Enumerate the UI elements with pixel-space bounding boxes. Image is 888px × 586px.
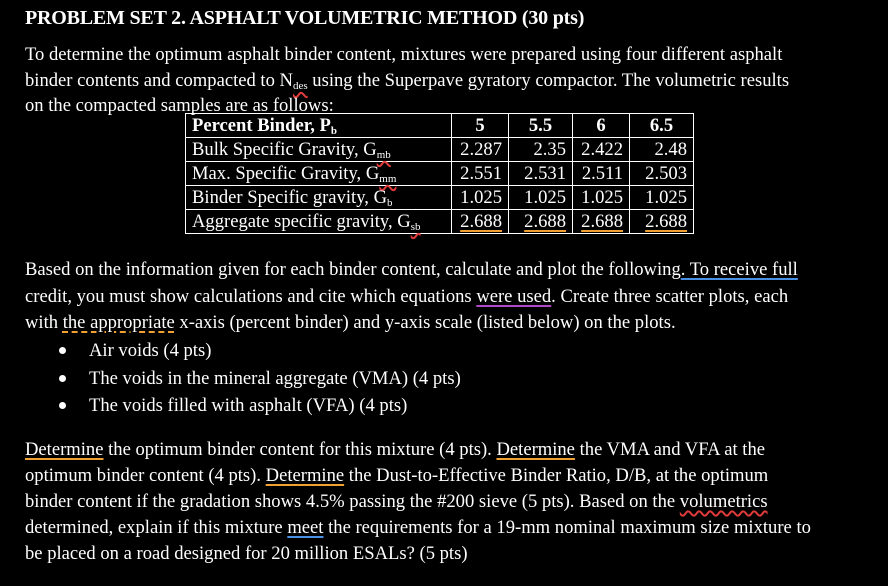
instructions-text: Based on the information given for each binder content, calculate and plot the following — [25, 259, 681, 280]
header-label-subscript: b — [330, 124, 338, 137]
bullet-icon — [59, 375, 66, 382]
table-cell: 1.025 — [630, 186, 694, 210]
cell-value: 2.688 — [581, 210, 623, 232]
row-label — [186, 162, 452, 186]
table-cell — [452, 210, 509, 234]
list-item — [55, 365, 461, 393]
closing-line-4 — [25, 515, 870, 541]
intro-line-3: on the compacted samples are as follows: — [25, 95, 334, 116]
row-label-text: Bulk Specific Gravity, G — [192, 138, 377, 160]
table-cell — [630, 210, 694, 234]
instructions-text: . Create three scatter plots, each — [551, 285, 789, 307]
table-row — [186, 186, 694, 210]
bullet-icon — [59, 347, 66, 354]
table-cell — [509, 210, 573, 234]
table-cell: 2.35 — [509, 138, 573, 162]
table-cell: 2.511 — [573, 162, 630, 186]
table-cell: 2.48 — [630, 138, 694, 162]
list-item — [55, 392, 461, 420]
row-label — [186, 210, 452, 234]
closing-text: the Dust-to-Effective Binder Ratio, D/B, at the optimum — [344, 465, 769, 486]
instructions-text: with — [25, 312, 63, 333]
cell-value: 2.688 — [460, 210, 502, 232]
flagged-text: Determine — [496, 439, 575, 460]
instructions-text: x-axis (percent binder) and y-axis scale (listed below) on the plots. — [174, 312, 676, 333]
closing-line-1 — [25, 437, 870, 463]
cell-value: 2.688 — [645, 210, 687, 232]
closing-text: the VMA and VFA at the — [574, 439, 766, 460]
table-cell: 1.025 — [509, 186, 573, 210]
header-label-text: Percent Binder, P — [192, 114, 331, 136]
table-header-cell: 6 — [573, 114, 630, 138]
list-item-text: The voids in the mineral aggregate (VMA) (4 pts) — [89, 367, 461, 389]
table-row — [186, 162, 694, 186]
row-label-subscript: mb — [376, 148, 391, 161]
table-cell: 1.025 — [452, 186, 509, 210]
row-label-text: Max. Specific Gravity, G — [192, 162, 380, 184]
table-row — [186, 138, 694, 162]
table-cell: 2.503 — [630, 162, 694, 186]
closing-text: determined, explain if this mixture — [25, 517, 288, 538]
list-item — [55, 337, 461, 365]
flagged-text: Determine — [265, 465, 345, 486]
n-des-subscript: des — [292, 79, 308, 92]
cell-value: 2.688 — [524, 210, 566, 232]
table-cell: 2.422 — [573, 138, 630, 162]
intro-line-2 — [25, 68, 870, 94]
table-cell — [573, 210, 630, 234]
closing-line-2 — [25, 463, 870, 489]
row-label — [186, 186, 452, 210]
row-label-subscript: sb — [410, 220, 421, 233]
plot-list — [55, 337, 461, 420]
table-cell: 2.287 — [452, 138, 509, 162]
intro-text: binder contents and compacted to N — [25, 69, 293, 91]
table-row — [186, 210, 694, 234]
intro-line-1: To determine the optimum asphalt binder content, mixtures were prepared using four different asphalt — [25, 44, 783, 65]
table-cell: 1.025 — [573, 186, 630, 210]
table-header-label — [186, 114, 452, 138]
closing-text: binder content if the gradation shows 4.5% passing the #200 sieve (5 pts). Based on the — [25, 491, 680, 512]
page-title: PROBLEM SET 2. ASPHALT VOLUMETRIC METHOD (30 pts) — [25, 7, 585, 29]
flagged-text: the appropriate — [62, 312, 175, 333]
flagged-text: were used — [476, 285, 552, 307]
instructions-line-2 — [25, 284, 870, 311]
table-header-cell: 5 — [452, 114, 509, 138]
instructions-text: . To receive full — [680, 259, 798, 280]
instructions-line-1 — [25, 257, 870, 284]
table-cell: 2.531 — [509, 162, 573, 186]
flagged-text: volumetrics — [679, 491, 768, 512]
closing-text: the optimum binder content for this mixture (4 pts). — [103, 439, 497, 460]
volumetric-table — [185, 113, 694, 234]
row-label-text: Binder Specific gravity, G — [192, 186, 388, 208]
row-label-subscript: mm — [379, 172, 397, 185]
closing-line-5: be placed on a road designed for 20 million ESALs? (5 pts) — [25, 543, 468, 564]
closing-paragraph — [25, 437, 870, 567]
table-header-cell: 5.5 — [509, 114, 573, 138]
closing-line-3 — [25, 489, 870, 515]
row-label-text: Aggregate specific gravity, G — [192, 210, 411, 232]
instructions-paragraph — [25, 257, 870, 337]
list-item-text: The voids filled with asphalt (VFA) (4 pts) — [89, 395, 408, 416]
closing-text: the requirements for a 19-mm nominal maximum size mixture to — [323, 517, 811, 538]
table-cell: 2.551 — [452, 162, 509, 186]
intro-text: using the Superpave gyratory compactor. The volumetric results — [307, 69, 790, 91]
table-header-cell: 6.5 — [630, 114, 694, 138]
row-label — [186, 138, 452, 162]
intro-paragraph — [25, 42, 870, 119]
flagged-text: Determine — [25, 439, 104, 460]
instructions-text: credit, you must show calculations and cite which equations — [25, 285, 477, 307]
closing-text: optimum binder content (4 pts). — [25, 465, 266, 486]
instructions-line-3 — [25, 310, 870, 337]
flagged-text: meet — [287, 517, 324, 538]
row-label-subscript: b — [387, 196, 393, 209]
bullet-icon — [59, 402, 66, 409]
list-item-text: Air voids (4 pts) — [89, 340, 212, 361]
table-header-row — [186, 114, 694, 138]
